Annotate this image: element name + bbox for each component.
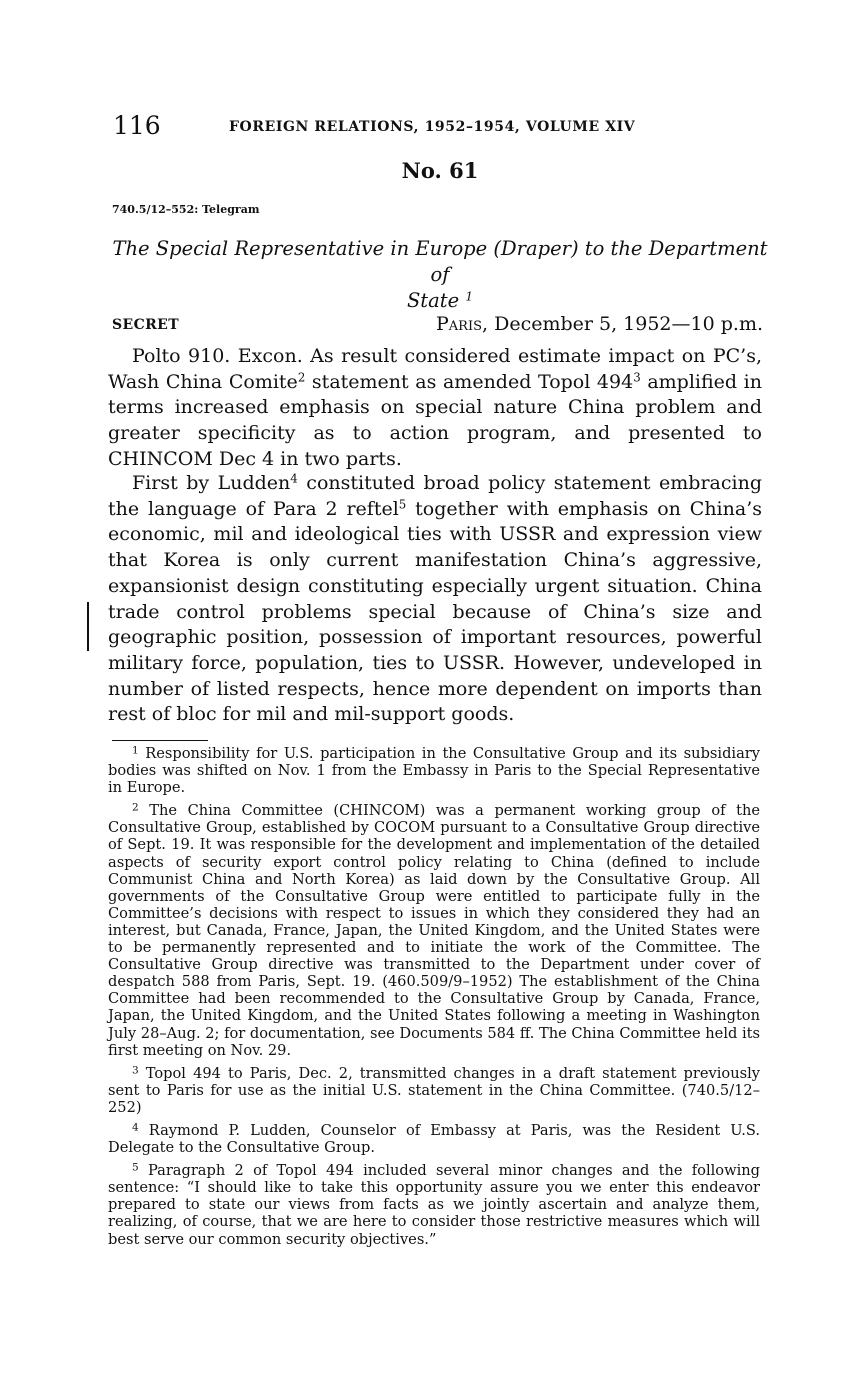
document-number: No. 61 <box>401 158 479 183</box>
paragraph-text: First by Ludden <box>132 472 291 494</box>
footnote-ref-3[interactable]: 3 <box>633 370 641 385</box>
footnotes-section <box>108 745 760 1254</box>
file-reference: 740.5/12–552: Telegram <box>112 203 260 216</box>
footnote-ref-5[interactable]: 5 <box>398 497 407 512</box>
footnote-number: 3 <box>132 1063 139 1076</box>
title-line-1: The Special Representative in Europe (Draper) to the Department of <box>112 237 768 286</box>
footnote-number: 2 <box>132 801 139 814</box>
classification-label: SECRET <box>112 317 180 333</box>
paragraph-text: together with emphasis on China’s economic, mil and ideological ties with USSR and expression view that Korea is only current manifestation China’s aggressive, expansionist design constituting especially urgent situation. China trade control problems special because of China’s size and geographic position, possession of important resources, powerful military force, population, ties to USSR. However, undeveloped in number of listed respects, hence more dependent on imports than rest of bloc for mil and mil-support goods. <box>108 497 762 726</box>
paragraph-text: Polto 910. Excon. As result considered estimate impact on PC’s, Wash China Comite <box>108 345 762 393</box>
footnote-number: 5 <box>132 1161 139 1174</box>
footnote-ref-2[interactable]: 2 <box>297 370 306 385</box>
running-head: FOREIGN RELATIONS, 1952–1954, VOLUME XIV <box>229 119 636 135</box>
page-number: 116 <box>113 111 161 140</box>
body-paragraph-2 <box>108 471 762 728</box>
footnote-text: Responsibility for U.S. participation in the Consultative Group and its subsidiary bodies was shifted on Nov. 1 from the Embassy in Paris to the Special Representative in Europe. <box>108 745 761 797</box>
dateline-place: Paris <box>436 313 483 335</box>
footnote-text: The China Committee (CHINCOM) was a permanent working group of the Consultative Group, established by COCOM pursuant to a Consultative Group directive of Sept. 19. It was responsible for the development and implementation of the detailed aspects of security export control policy relating to China (defined to include Communist China and North Korea) as laid down by the Consultative Group. All governments of the Consultative Group were entitled to participate fully in the Committee’s decisions with respect to issues in which they considered they had an interest, but Canada, France, Japan, the United Kingdom, and the United States were to be permanently represented and to initiate the work of the Committee. The Consultative Group directive was transmitted to the Department under cover of despatch 588 from Paris, Sept. 19. (460.509/9–1952) The establishment of the China Committee had been recommended to the Consultative Group by Canada, France, Japan, the United Kingdom, and the United States following a meeting in Washington July 28–Aug. 2; for documentation, see Documents 584 ff. The China Committee held its first meeting on Nov. 29. <box>108 802 761 1059</box>
footnote-text: Raymond P. Ludden, Counselor of Embassy at Paris, was the Resident U.S. Delegate to the Consultative Group. <box>108 1121 761 1157</box>
title-line-2: State <box>406 289 460 312</box>
footnote-number: 4 <box>132 1121 139 1134</box>
footnote-ref-1[interactable]: 1 <box>465 289 474 304</box>
footnote-text: Paragraph 2 of Topol 494 included several minor changes and the following sentence: “I should like to take this opportunity assure you we enter this endeavor prepared to state our views from facts as we jointly ascertain and analyze them, realizing, of course, that we are here to consider those restrictive measures which will best serve our common security objectives.” <box>108 1162 760 1248</box>
paragraph-text: amplified in terms increased emphasis on special nature China problem and greater specificity as to action program, and presented to CHINCOM Dec 4 in two parts. <box>108 370 762 470</box>
footnote-number: 1 <box>132 744 139 757</box>
footnote-5 <box>108 1162 760 1247</box>
footnote-ref-4[interactable]: 4 <box>290 471 298 486</box>
footnote-2 <box>108 802 760 1058</box>
footnote-3 <box>108 1065 760 1116</box>
body-paragraph-1 <box>108 344 762 473</box>
footnote-1 <box>108 745 760 796</box>
footnote-divider <box>112 740 208 741</box>
paragraph-text: constituted broad policy statement embracing the language of Para 2 reftel <box>108 472 762 520</box>
paragraph-text: statement as amended Topol 494 <box>305 370 634 393</box>
dateline <box>436 313 763 335</box>
dateline-date: , December 5, 1952—10 p.m. <box>482 313 763 335</box>
footnote-text: Topol 494 to Paris, Dec. 2, transmitted changes in a draft statement previously sent to Paris for use as the initial U.S. statement in the China Committee. (740.5/12–252) <box>108 1064 760 1116</box>
document-title <box>112 236 768 314</box>
page-header <box>113 112 763 144</box>
margin-change-bar <box>87 602 89 651</box>
footnote-4 <box>108 1122 760 1156</box>
